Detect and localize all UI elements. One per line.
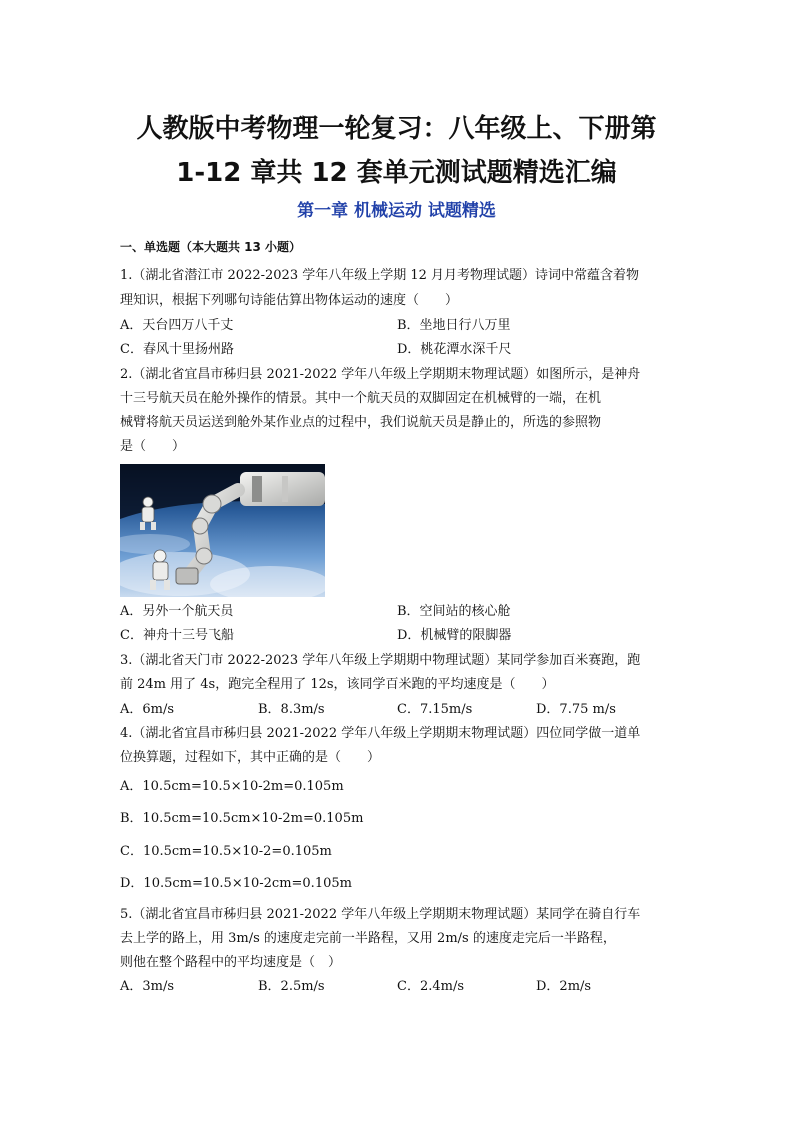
question-text-line: 械臂将航天员运送到舱外某作业点的过程中，我们说航天员是静止的，所选的参照物 (120, 415, 602, 430)
question-text-line: 1.（湖北省潜江市 2022-2023 学年八年级上学期 12 月月考物理试题）诗词中常蕴含着物 (120, 268, 640, 283)
question-text-line: 理知识，根据下列哪句诗能估算出物体运动的速度（ ） (120, 293, 459, 308)
option-a: A．另外一个航天员 (120, 604, 234, 619)
question-text-line: 5.（湖北省宜昌市秭归县 2021-2022 学年八年级上学期期末物理试题）某同学在骑自行车 (120, 907, 641, 922)
option-c: C．神舟十三号飞船 (120, 628, 234, 643)
option-d: D．2m/s (536, 979, 592, 994)
question-text-line: 2.（湖北省宜昌市秭归县 2021-2022 学年八年级上学期期末物理试题）如图所示，是神舟 (120, 367, 641, 382)
question-text-line: 十三号航天员在舱外操作的情景。其中一个航天员的双脚固定在机械臂的一端，在机 (120, 391, 602, 406)
option-b: B．10.5cm=10.5cm×10-2m=0.105m (120, 811, 364, 826)
astronaut-robotic-arm-photo (120, 464, 325, 597)
option-b: B．2.5m/s (258, 979, 325, 994)
option-b: B．8.3m/s (258, 702, 325, 717)
question-text-line: 前 24m 用了 4s，跑完全程用了 12s，该同学百米跑的平均速度是（ ） (120, 677, 555, 692)
option-c: C．7.15m/s (397, 702, 473, 717)
question-text-line: 位换算题，过程如下，其中正确的是（ ） (120, 750, 381, 765)
section-heading: 一、单选题（本大题共 13 小题） (120, 240, 302, 254)
option-d: D．机械臂的限脚器 (397, 628, 512, 643)
option-b: B．坐地日行八万里 (397, 318, 511, 333)
question-text-line: 是（ ） (120, 439, 186, 454)
option-c: C．2.4m/s (397, 979, 464, 994)
question-text-line: 则他在整个路程中的平均速度是（ ） (120, 955, 342, 970)
option-d: D．10.5cm=10.5×10-2cm=0.105m (120, 876, 352, 891)
option-d: D．7.75 m/s (536, 702, 616, 717)
question-text-line: 3.（湖北省天门市 2022-2023 学年八年级上学期期中物理试题）某同学参加百米赛跑，跑 (120, 653, 641, 668)
option-a: A．天台四万八千丈 (120, 318, 234, 333)
option-d: D．桃花潭水深千尺 (397, 342, 512, 357)
option-a: A．3m/s (120, 979, 175, 994)
option-c: C．春风十里扬州路 (120, 342, 234, 357)
chapter-subtitle: 第一章 机械运动 试题精选 (297, 201, 496, 221)
option-c: C．10.5cm=10.5×10-2=0.105m (120, 844, 332, 859)
option-b: B．空间站的核心舱 (397, 604, 511, 619)
question-text-line: 4.（湖北省宜昌市秭归县 2021-2022 学年八年级上学期期末物理试题）四位同学做一道单 (120, 726, 641, 741)
option-a: A．6m/s (120, 702, 175, 717)
page-title-line-1: 人教版中考物理一轮复习：八年级上、下册第 (136, 114, 657, 144)
question-text-line: 去上学的路上，用 3m/s 的速度走完前一半路程，又用 2m/s 的速度走完后一半路程， (120, 931, 616, 946)
page-title-line-2: 1-12 章共 12 套单元测试题精选汇编 (176, 158, 617, 188)
option-a: A．10.5cm=10.5×10-2m=0.105m (120, 779, 344, 794)
